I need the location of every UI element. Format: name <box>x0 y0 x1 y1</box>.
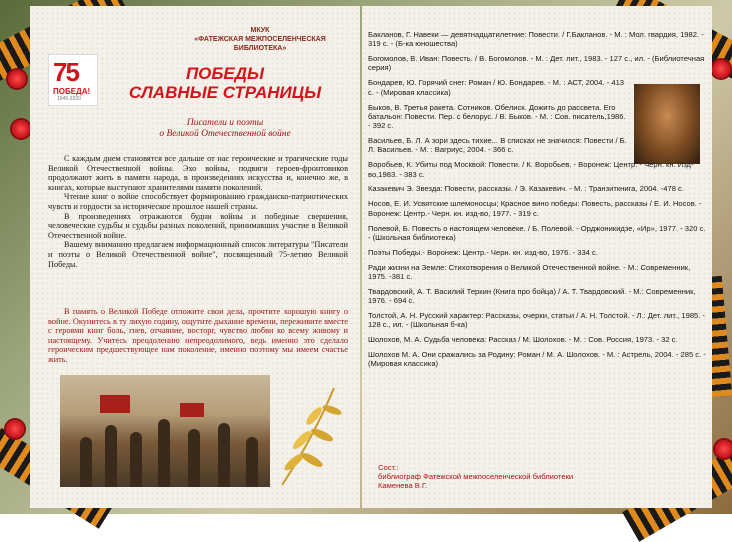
reference-item: Богомолов, В. Иван: Повесть. / В. Богомолов. - М. : Дет. лит., 1983. - 127 с., ил. - (Библиотечная серия) <box>368 54 705 73</box>
reference-item: Шолохов, М. А. Судьба человека: Рассказ / М. Шолохов. - М. : Сов. Россия, 1973. - 32 с. <box>368 335 678 345</box>
organization-name <box>170 26 350 53</box>
intro-paragraph: С каждым днем становятся все дальше от нас героические и трагические годы Великой Отечественной войны. Эхо войны, подвиги героев-фронтовиков продолжают жить в памяти народа, в произведениях искусства и, конечно же, в книгах, которые выступают хранителями памяти поколений. <box>48 154 348 192</box>
reference-item: Толстой, А. Н. Русский характер: Рассказы, очерки, статьи / А. Н. Толстой. - Л.: Дет. лит., 1985. - 128 с., ил. - (Школьная б-ка) <box>368 310 706 330</box>
reference-item: Казакевич Э. Звезда: Повести, рассказы. / Э. Казакевич. - М. : Транзиткнига, 2004. -478 с. <box>368 184 684 194</box>
carnation-icon <box>12 120 30 138</box>
compiler-label: Сост.: <box>378 463 399 472</box>
reference-item: Полевой, Б. Повесть о настоящем человеке. / Б. Полевой. - Орджоникидзе, «Ир», 1977. - 320 с. - (Школьная библиотека) <box>368 223 706 242</box>
carnation-icon <box>8 70 26 88</box>
soldier-figure <box>246 437 258 487</box>
page-subtitle <box>110 118 340 140</box>
victory-75-logo <box>48 54 98 106</box>
compiler-role: библиограф Фатежской межпоселенческой библиотеки <box>378 472 574 481</box>
subtitle-line: Писатели и поэты <box>186 118 264 128</box>
carnation-icon <box>6 420 24 438</box>
reference-item: Васильев, Б. Л. А зори здесь тихие... В списках не значился: Повести / Б. Л. Васильев. - М. : Вагриус, 2004. - 366 с. <box>368 136 627 155</box>
intro-paragraph: Чтение книг о войне способствует формированию гражданско-патриотических чувств и гордости за историческое прошлое нашей страны. <box>48 192 348 211</box>
intro-paragraph: В произведениях отражаются будни войны и победные свершения, человеческие судьбы и судьбы разных поколений, принимавших участие в Великой Отечественной войне. <box>48 211 348 240</box>
reference-item: Ради жизни на Земле: Стихотворения о Великой Отечественной войне. - М.: Современник, 1975. -381 с. <box>368 262 691 281</box>
banner-shape <box>100 395 130 413</box>
title-line: СЛАВНЫЕ СТРАНИЦЫ <box>128 83 322 102</box>
reference-item: Носов, Е. И. Усвятские шлемоносцы; Красное вино победы: Повесть, рассказы / Е. И. Носов. - Воронеж: Центр.- Черн. кн. изд-во, 1977. - 319 с. <box>368 199 702 218</box>
carnation-icon <box>712 60 730 78</box>
appeal-paragraph: В память о Великой Победе отложите свои дела, прочтите хорошую книгу о войне. Окунитесь в ту лихую годину, ощутите дыхание времени, переживите вместе с героями книг боль, гнев, отчаяние, восторг, чувство любви ко всему живому и настоящему. Учитесь преодолению непреодолимого, ведь именно это сделало героическим предшествующее нам поколение, именно поэтому мы имеем счастье жить. <box>48 307 348 364</box>
compiler-credit <box>378 463 658 490</box>
reference-item: Воробьев, К. Убиты под Москвой: Повести. / К. Воробьев. - Воронеж: Центр. - Черн. кн. Изд-во,1983. - 383 с. <box>368 160 694 179</box>
soldier-figure <box>158 419 170 487</box>
reference-list <box>368 30 708 374</box>
org-type: МКУК <box>250 27 270 34</box>
soldier-figure <box>188 429 200 487</box>
page-title <box>100 64 350 102</box>
laurel-branch-icon <box>272 380 342 490</box>
war-painting-image <box>60 375 270 487</box>
reference-item: Быков, В. Третья ракета. Сотников. Обелиск. Дожить до рассвета. Его батальон: Повести. Пер. с белорус. / В. Быков. - М. : Сов. писатель,1986. - 392 с. <box>368 102 626 131</box>
appeal-text <box>48 307 348 365</box>
reference-item: Бондарев, Ю. Горячий снег: Роман / Ю. Бондарев. - М. : АСТ, 2004. - 413 с. - (Мировая классика) <box>368 78 625 97</box>
title-line: ПОБЕДЫ <box>185 64 265 83</box>
soldier-figure <box>80 437 92 487</box>
carnation-icon <box>715 440 732 458</box>
compiler-name: Каменева В.Г. <box>378 481 428 490</box>
logo-years: 1945-2020 <box>57 96 81 102</box>
reference-item: Бакланов, Г. Навеки — девятнадцатилетние: Повести. / Г.Бакланов. - М. : Мол. гвардия, 1982. - 319 с. - (Б-ка юношества) <box>368 30 704 49</box>
intro-paragraph: Вашему вниманию предлагаем информационный список литературы "Писатели и поэты о Великой Отечественной войне", посвященный 75-летию Великой Победы. <box>48 240 348 269</box>
soldier-figure <box>218 423 230 487</box>
soldier-figure <box>130 432 142 487</box>
logo-number: 75 <box>53 57 78 87</box>
intro-text <box>48 154 348 269</box>
soldier-figure <box>105 425 117 487</box>
subtitle-line: о Великой Отечественной войне <box>159 129 291 139</box>
reference-item: Поэты Победы.- Воронеж: Центр.- Черн. кн. изд-во, 1976. - 334 с. <box>368 247 598 257</box>
banner-shape <box>180 403 204 417</box>
org-title: «ФАТЕЖСКАЯ МЕЖПОСЕЛЕНЧЕСКАЯ БИБЛИОТЕКА» <box>194 36 326 52</box>
reference-item: Твардовский, А. Т. Василий Теркин (Книга про бойца) / А. Т. Твардовский. - М.: Современник, 1976. - 694 с. <box>368 286 696 306</box>
reference-item: Шолохов М. А. Они сражались за Родину: Роман / М. А. Шолохов. - М. : Астрель, 2004. - 285 с. - (Мировая классика) <box>368 350 706 369</box>
logo-text: ПОБЕДА! <box>53 87 91 96</box>
